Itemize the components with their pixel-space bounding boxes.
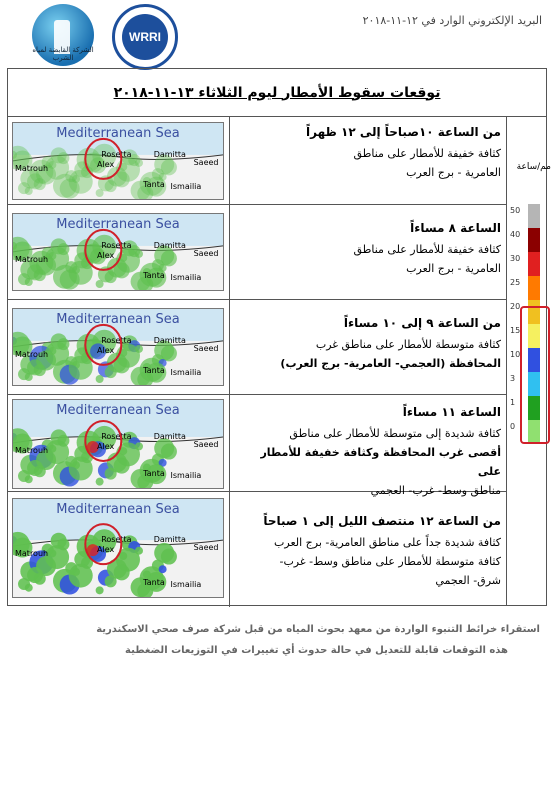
ismailia-label: Ismailia: [170, 471, 202, 480]
legend-highlight: [520, 306, 550, 444]
saeed-label: Saeed: [193, 157, 219, 167]
legend-tick-3: 25: [510, 278, 521, 287]
sea-label: Mediterranean Sea: [56, 217, 180, 232]
row-5-line1: كثافة شديدة جداً على مناطق العامرية- برج العرب: [274, 536, 501, 549]
map-svg-2: [13, 214, 223, 290]
map-svg-1: [13, 123, 223, 199]
ismailia-label: Ismailia: [170, 182, 202, 191]
rosetta-label: Rosetta: [101, 431, 132, 441]
damietta-label: Damitta: [153, 431, 186, 441]
forecast-title: توقعات سقوط الأمطار ليوم الثلاثاء ١٣-١١-٢٠١٨: [8, 69, 546, 117]
rain-map-1: [12, 122, 224, 200]
legend-tick-4: 20: [510, 302, 521, 311]
legend-tick-1: 40: [510, 230, 521, 239]
map-svg-3: [13, 309, 223, 385]
alex-label: Alex: [97, 441, 115, 451]
matrouh-label: Matrouh: [15, 254, 49, 264]
footer-note-1: استقراء خرائط التنبوء الواردة من معهد بحوث المياه من قبل شركة صرف صحي الاسكندرية: [96, 624, 540, 635]
row-5-text: [234, 492, 501, 607]
damietta-label: Damitta: [153, 240, 186, 250]
row-5-time: من الساعة ١٢ منتصف الليل إلى ١ صباحاً: [263, 514, 501, 528]
tanta-label: Tanta: [143, 366, 165, 375]
row-2: [8, 205, 507, 300]
rain-map-2: [12, 213, 224, 291]
rosetta-label: Rosetta: [101, 535, 132, 545]
row-1: [8, 117, 507, 205]
ismailia-label: Ismailia: [170, 273, 202, 282]
row-3: [8, 300, 507, 395]
matrouh-label: Matrouh: [15, 549, 49, 559]
ismailia-label: Ismailia: [170, 580, 202, 589]
row-5-line2: كثافة متوسطة للأمطار على مناطق وسط- غرب-: [279, 555, 501, 568]
saeed-label: Saeed: [193, 343, 219, 353]
row-5-line3: شرق- العجمي: [435, 574, 501, 587]
saeed-label: Saeed: [193, 439, 219, 449]
alex-label: Alex: [97, 545, 115, 555]
matrouh-label: Matrouh: [15, 349, 49, 359]
legend-color-3: [528, 276, 540, 300]
damietta-label: Damitta: [153, 149, 186, 159]
wrri-logo-text: WRRI: [122, 14, 168, 60]
tanta-label: Tanta: [143, 180, 165, 189]
email-header: البريد الإلكتروني الوارد في ١٢-١١-٢٠١٨: [362, 14, 542, 27]
legend-tick-9: 0: [510, 422, 516, 431]
damietta-label: Damitta: [153, 535, 186, 545]
alex-label: Alex: [97, 345, 115, 355]
tanta-label: Tanta: [143, 578, 165, 587]
wrri-logo: [112, 4, 178, 70]
row-4-time: الساعة ١١ مساءاً: [402, 405, 501, 419]
rosetta-label: Rosetta: [101, 149, 132, 159]
legend-unit: مم/ساعة: [516, 162, 551, 172]
row-4-line3: مناطق وسط- غرب- العجمي: [370, 484, 501, 497]
legend-color-2: [528, 252, 540, 276]
row-2-time: الساعة ٨ مساءاً: [410, 221, 501, 235]
rosetta-label: Rosetta: [101, 240, 132, 250]
row-4: [8, 395, 507, 497]
row-4-line1: كثافة شديدة إلى متوسطة للأمطار على مناطق: [289, 427, 501, 440]
legend-color-0: [528, 204, 540, 228]
legend-tick-6: 10: [510, 350, 521, 359]
rain-map-4: [12, 399, 224, 489]
legend-tick-2: 30: [510, 254, 521, 263]
row-2-text: [234, 205, 501, 299]
row-5: [8, 492, 507, 607]
sea-label: Mediterranean Sea: [56, 502, 180, 517]
map-svg-5: [13, 499, 223, 597]
sea-label: Mediterranean Sea: [56, 403, 180, 418]
matrouh-label: Matrouh: [15, 163, 49, 173]
legend-color-1: [528, 228, 540, 252]
row-3-time: من الساعة ٩ إلى ١٠ مساءاً: [343, 316, 501, 330]
row-1-line2: العامرية - برج العرب: [406, 166, 501, 179]
row-4-line2: أقصى غرب المحافظة وكثافة خفيفة للأمطار على: [260, 446, 501, 478]
tanta-label: Tanta: [143, 469, 165, 478]
map-svg-4: [13, 400, 223, 488]
sea-label: Mediterranean Sea: [56, 126, 180, 141]
rosetta-label: Rosetta: [101, 335, 132, 345]
legend-tick-7: 3: [510, 374, 516, 383]
row-3-line2: المحافظة (العجمي- العامرية- برج العرب): [280, 357, 501, 370]
legend-tick-5: 15: [510, 326, 521, 335]
row-1-line1: كثافة خفيفة للأمطار على مناطق: [353, 147, 501, 160]
ismailia-label: Ismailia: [170, 368, 202, 377]
footer-note-2: هذه التوقعات قابلة للتعديل في حالة حدوث أي تغييرات في التوزيعات الضغطية: [125, 645, 508, 656]
row-2-line2: العامرية - برج العرب: [406, 262, 501, 275]
saeed-label: Saeed: [193, 543, 219, 553]
alex-label: Alex: [97, 159, 115, 169]
legend-tick-8: 1: [510, 398, 516, 407]
forecast-table: [7, 68, 547, 606]
row-3-line1: كثافة متوسطة للأمطار على مناطق غرب: [315, 338, 501, 351]
row-1-text: [234, 117, 501, 204]
damietta-label: Damitta: [153, 335, 186, 345]
tanta-label: Tanta: [143, 271, 165, 280]
legend-tick-0: 50: [510, 206, 521, 215]
sea-label: Mediterranean Sea: [56, 312, 180, 327]
water-company-logo-caption: الشركة القابضة لمياه الشرب: [32, 46, 94, 62]
rain-map-3: [12, 308, 224, 386]
row-4-text: [234, 395, 501, 497]
saeed-label: Saeed: [193, 248, 219, 258]
row-1-time: من الساعة ١٠صباحاً إلى ١٢ ظهراً: [306, 125, 501, 139]
row-2-line1: كثافة خفيفة للأمطار على مناطق: [353, 243, 501, 256]
matrouh-label: Matrouh: [15, 445, 49, 455]
row-3-text: [234, 300, 501, 394]
rain-map-5: [12, 498, 224, 598]
alex-label: Alex: [97, 250, 115, 260]
